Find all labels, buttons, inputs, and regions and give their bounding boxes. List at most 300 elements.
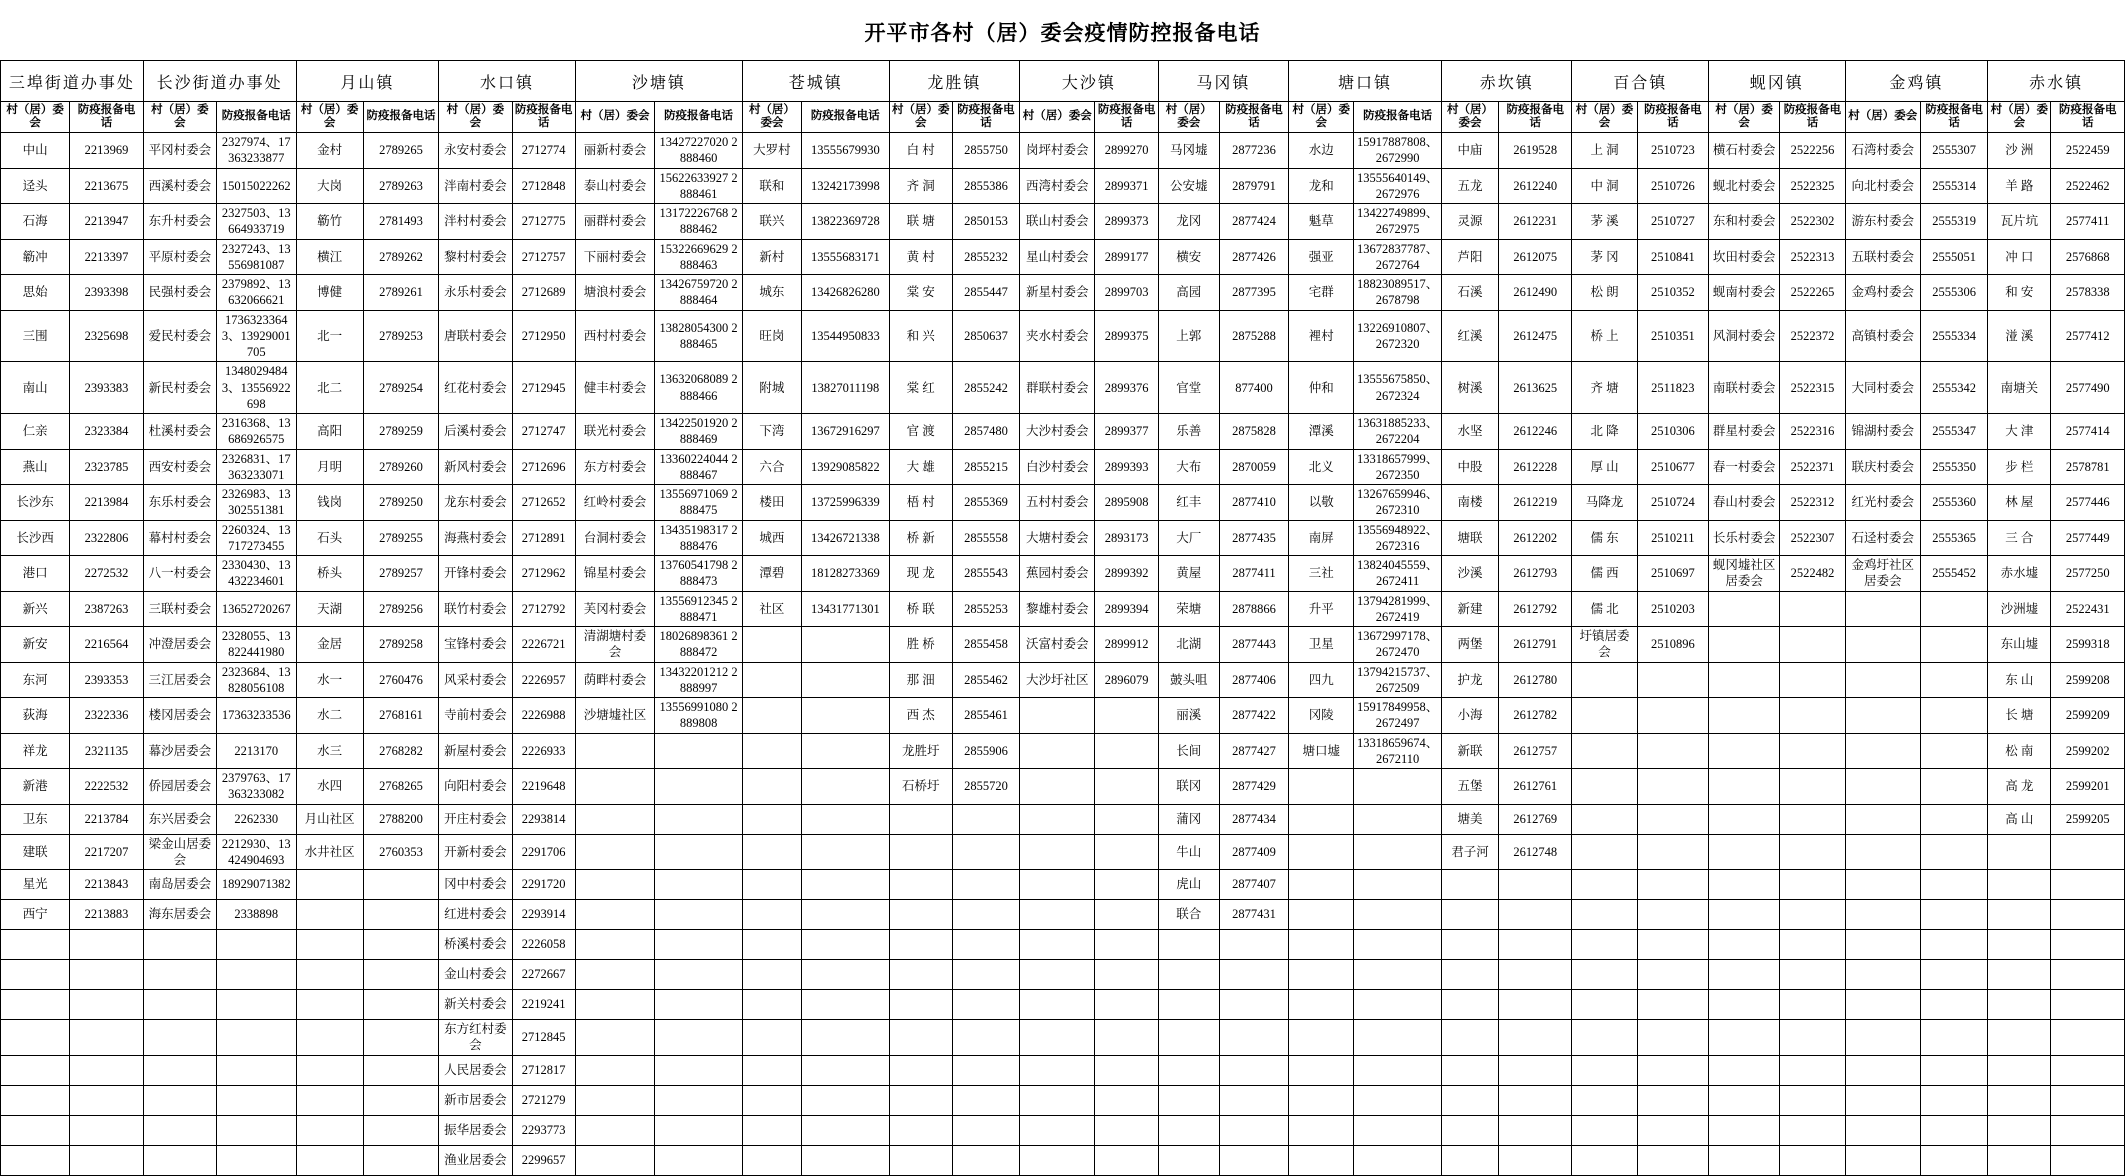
- village-cell: 附城: [742, 362, 801, 414]
- phone-cell: 2327974、17363233877: [217, 133, 297, 169]
- village-cell: 和 安: [1988, 275, 2051, 311]
- town-group-header-2: 月山镇: [296, 61, 439, 102]
- village-column-header: 村（居）委会: [296, 102, 363, 133]
- village-cell: [1988, 960, 2051, 990]
- village-cell: 坎田村委会: [1709, 239, 1780, 275]
- village-cell: 旺岗: [742, 310, 801, 362]
- phone-cell: 13426759720 2888464: [655, 275, 743, 311]
- phone-cell: [1920, 662, 1987, 698]
- phone-cell: [2051, 930, 2125, 960]
- village-cell: [1289, 900, 1354, 930]
- phone-cell: [1637, 900, 1708, 930]
- phone-cell: [1354, 1115, 1442, 1145]
- phone-cell: [1499, 1145, 1572, 1175]
- village-cell: 丽新村委会: [575, 133, 654, 169]
- village-cell: 簕冲: [1, 239, 70, 275]
- village-cell: [575, 870, 654, 900]
- phone-cell: 2323684、13828056108: [217, 662, 297, 698]
- village-cell: 东方村委会: [575, 449, 654, 485]
- village-cell: 钱岗: [296, 485, 363, 521]
- village-cell: 唐联村委会: [439, 310, 512, 362]
- village-cell: [1709, 591, 1780, 627]
- phone-cell: 13556912345 2888471: [655, 591, 743, 627]
- phone-cell: 13360224044 2888467: [655, 449, 743, 485]
- phone-cell: 2612793: [1499, 556, 1572, 592]
- phone-cell: [801, 1145, 889, 1175]
- phone-cell: [1354, 804, 1442, 834]
- village-cell: 马冈墟: [1158, 133, 1219, 169]
- village-cell: 长乐村委会: [1709, 520, 1780, 556]
- phone-cell: 13435198317 2888476: [655, 520, 743, 556]
- phone-cell: [1637, 698, 1708, 734]
- village-cell: 海东居委会: [143, 900, 216, 930]
- phone-cell: [801, 627, 889, 663]
- phone-cell: 2712950: [512, 310, 575, 362]
- phone-cell: [1920, 834, 1987, 870]
- village-cell: 西湾村委会: [1020, 168, 1095, 204]
- phone-cell: 2712696: [512, 449, 575, 485]
- phone-cell: [952, 834, 1019, 870]
- village-cell: 西安村委会: [143, 449, 216, 485]
- village-cell: [1845, 900, 1920, 930]
- phone-cell: [1920, 804, 1987, 834]
- village-cell: 民强村委会: [143, 275, 216, 311]
- phone-cell: 2555347: [1920, 414, 1987, 450]
- phone-cell: [363, 1145, 438, 1175]
- village-cell: 港口: [1, 556, 70, 592]
- phone-cell: 2855386: [952, 168, 1019, 204]
- village-cell: 北一: [296, 310, 363, 362]
- phone-cell: 2577446: [2051, 485, 2125, 521]
- village-cell: 思始: [1, 275, 70, 311]
- phone-cell: 13422501920 2888469: [655, 414, 743, 450]
- phone-cell: [655, 1020, 743, 1056]
- village-cell: [143, 1145, 216, 1175]
- phone-cell: [1095, 698, 1158, 734]
- phone-cell: 13432201212 2888997: [655, 662, 743, 698]
- village-cell: [1442, 1115, 1499, 1145]
- table-row: [1, 990, 2125, 1020]
- phone-cell: 2789260: [363, 449, 438, 485]
- phone-cell: 13480294843、13556922698: [217, 362, 297, 414]
- village-cell: [1572, 698, 1637, 734]
- phone-cell: [1095, 1145, 1158, 1175]
- village-cell: 后溪村委会: [439, 414, 512, 450]
- phone-cell: 2712845: [512, 1020, 575, 1056]
- phone-cell: 2612228: [1499, 449, 1572, 485]
- phone-column-header: 防疫报备电话: [512, 102, 575, 133]
- phone-cell: [2051, 900, 2125, 930]
- phone-cell: 2522313: [1780, 239, 1845, 275]
- village-cell: [296, 960, 363, 990]
- phone-cell: [70, 960, 143, 990]
- village-cell: 高阳: [296, 414, 363, 450]
- village-cell: 星光: [1, 870, 70, 900]
- village-cell: 新联: [1442, 733, 1499, 769]
- phone-cell: 2522302: [1780, 204, 1845, 240]
- phone-cell: 13794281999、2672419: [1354, 591, 1442, 627]
- phone-cell: 2599209: [2051, 698, 2125, 734]
- village-cell: 沃富村委会: [1020, 627, 1095, 663]
- village-cell: [889, 1085, 952, 1115]
- phone-cell: 2789256: [363, 591, 438, 627]
- phone-cell: 2330430、13432234601: [217, 556, 297, 592]
- village-cell: [742, 769, 801, 805]
- phone-cell: 2299657: [512, 1145, 575, 1175]
- village-cell: 高镇村委会: [1845, 310, 1920, 362]
- phone-cell: 2213969: [70, 133, 143, 169]
- phone-cell: 2789253: [363, 310, 438, 362]
- village-cell: 大沙圩社区: [1020, 662, 1095, 698]
- phone-cell: [801, 834, 889, 870]
- phone-cell: 2219241: [512, 990, 575, 1020]
- village-cell: 大塘村委会: [1020, 520, 1095, 556]
- village-cell: 岗坪村委会: [1020, 133, 1095, 169]
- phone-cell: 17363233643、13929001705: [217, 310, 297, 362]
- village-cell: [1709, 870, 1780, 900]
- phone-cell: 2612791: [1499, 627, 1572, 663]
- village-cell: 东升村委会: [143, 204, 216, 240]
- phone-cell: 13672997178、2672470: [1354, 627, 1442, 663]
- phone-cell: 13544950833: [801, 310, 889, 362]
- phone-cell: 2226988: [512, 698, 575, 734]
- phone-cell: 18128273369: [801, 556, 889, 592]
- village-cell: 石迳村委会: [1845, 520, 1920, 556]
- village-cell: 联和: [742, 168, 801, 204]
- phone-cell: [1354, 990, 1442, 1020]
- village-cell: 泰山村委会: [575, 168, 654, 204]
- phone-cell: 2612240: [1499, 168, 1572, 204]
- phone-cell: [70, 1055, 143, 1085]
- village-cell: 渔业居委会: [439, 1145, 512, 1175]
- phone-cell: [1920, 900, 1987, 930]
- village-cell: [1845, 990, 1920, 1020]
- phone-cell: [1095, 769, 1158, 805]
- village-cell: 五堡: [1442, 769, 1499, 805]
- phone-cell: 2326983、13302551381: [217, 485, 297, 521]
- village-cell: [1, 990, 70, 1020]
- phone-cell: 15622633927 2888461: [655, 168, 743, 204]
- town-group-header-10: 赤坎镇: [1442, 61, 1572, 102]
- phone-cell: 13555683171: [801, 239, 889, 275]
- phone-cell: 2899392: [1095, 556, 1158, 592]
- village-cell: 大 津: [1988, 414, 2051, 450]
- phone-cell: 2712747: [512, 414, 575, 450]
- village-column-header: 村（居）委会: [889, 102, 952, 133]
- phone-cell: [1780, 1085, 1845, 1115]
- table-row: [1, 930, 2125, 960]
- village-cell: 石溪: [1442, 275, 1499, 311]
- phone-cell: [1095, 834, 1158, 870]
- phone-cell: [801, 930, 889, 960]
- phone-cell: [1780, 733, 1845, 769]
- phone-cell: [1780, 627, 1845, 663]
- phone-cell: 2877443: [1219, 627, 1288, 663]
- phone-cell: [1095, 930, 1158, 960]
- phone-cell: [1637, 1085, 1708, 1115]
- phone-cell: [801, 733, 889, 769]
- phone-cell: [801, 698, 889, 734]
- village-cell: [742, 662, 801, 698]
- village-column-header: 村（居）委会: [1845, 102, 1920, 133]
- phone-cell: 13794215737、2672509: [1354, 662, 1442, 698]
- phone-cell: [1637, 834, 1708, 870]
- phone-cell: [1637, 1020, 1708, 1056]
- phone-cell: [1219, 960, 1288, 990]
- village-cell: [1442, 1055, 1499, 1085]
- village-cell: [1289, 990, 1354, 1020]
- phone-cell: 2387263: [70, 591, 143, 627]
- phone-cell: [1499, 1055, 1572, 1085]
- phone-cell: [1354, 769, 1442, 805]
- phone-cell: [1637, 662, 1708, 698]
- village-cell: [1572, 1020, 1637, 1056]
- village-cell: [1709, 960, 1780, 990]
- village-cell: 圩镇居委会: [1572, 627, 1637, 663]
- village-cell: 金鸡村委会: [1845, 275, 1920, 311]
- phone-cell: [655, 1115, 743, 1145]
- phone-cell: [217, 990, 297, 1020]
- village-cell: [1572, 960, 1637, 990]
- phone-cell: 2789262: [363, 239, 438, 275]
- phone-cell: 2226058: [512, 930, 575, 960]
- village-cell: 下湾: [742, 414, 801, 450]
- phone-cell: 2379892、13632066621: [217, 275, 297, 311]
- phone-cell: 2855720: [952, 769, 1019, 805]
- village-cell: 新星村委会: [1020, 275, 1095, 311]
- village-cell: [742, 834, 801, 870]
- phone-cell: 2875828: [1219, 414, 1288, 450]
- phone-cell: 13555675850、2672324: [1354, 362, 1442, 414]
- village-cell: 仲和: [1289, 362, 1354, 414]
- village-cell: [1572, 834, 1637, 870]
- village-cell: [1289, 1055, 1354, 1085]
- phone-cell: [952, 930, 1019, 960]
- village-cell: 红溪: [1442, 310, 1499, 362]
- phone-cell: 2712774: [512, 133, 575, 169]
- phone-cell: 2323785: [70, 449, 143, 485]
- village-cell: 南山: [1, 362, 70, 414]
- phone-cell: 2510726: [1637, 168, 1708, 204]
- village-cell: [1020, 1115, 1095, 1145]
- village-cell: [575, 960, 654, 990]
- phone-cell: 2578781: [2051, 449, 2125, 485]
- village-cell: 官堂: [1158, 362, 1219, 414]
- phone-cell: [1095, 990, 1158, 1020]
- village-column-header: 村（居）委会: [439, 102, 512, 133]
- phone-cell: 15015022262: [217, 168, 297, 204]
- village-cell: [1289, 1020, 1354, 1056]
- village-cell: 黄屋: [1158, 556, 1219, 592]
- phone-cell: [1637, 960, 1708, 990]
- village-cell: 南楼: [1442, 485, 1499, 521]
- phone-cell: 2899393: [1095, 449, 1158, 485]
- village-cell: 春一村委会: [1709, 449, 1780, 485]
- village-cell: 桥 上: [1572, 310, 1637, 362]
- village-cell: [575, 1145, 654, 1175]
- village-cell: 沙溪: [1442, 556, 1499, 592]
- phone-cell: 2877236: [1219, 133, 1288, 169]
- village-cell: 冲澄居委会: [143, 627, 216, 663]
- village-cell: [1289, 804, 1354, 834]
- phone-cell: [1920, 591, 1987, 627]
- village-cell: [1158, 930, 1219, 960]
- village-cell: 黄 村: [889, 239, 952, 275]
- village-cell: [143, 1055, 216, 1085]
- phone-cell: 13556948922、2672316: [1354, 520, 1442, 556]
- phone-cell: 2789254: [363, 362, 438, 414]
- phone-cell: 2855461: [952, 698, 1019, 734]
- village-cell: 中 洞: [1572, 168, 1637, 204]
- village-column-header: 村（居）委会: [1709, 102, 1780, 133]
- phone-cell: [363, 1055, 438, 1085]
- village-cell: [296, 1055, 363, 1085]
- village-cell: 三社: [1289, 556, 1354, 592]
- town-group-header-13: 金鸡镇: [1845, 61, 1988, 102]
- phone-cell: [1780, 1055, 1845, 1085]
- village-cell: 黎雄村委会: [1020, 591, 1095, 627]
- village-cell: [1020, 1145, 1095, 1175]
- village-cell: 大同村委会: [1845, 362, 1920, 414]
- phone-cell: 2522307: [1780, 520, 1845, 556]
- village-cell: [1442, 870, 1499, 900]
- phone-cell: [1354, 960, 1442, 990]
- village-cell: 联兴: [742, 204, 801, 240]
- village-cell: [143, 1020, 216, 1056]
- phone-cell: [1637, 769, 1708, 805]
- village-cell: 新风村委会: [439, 449, 512, 485]
- phone-cell: [1354, 1145, 1442, 1175]
- village-cell: 开新村委会: [439, 834, 512, 870]
- phone-cell: 2555306: [1920, 275, 1987, 311]
- phone-cell: [952, 804, 1019, 834]
- phone-cell: 13426826280: [801, 275, 889, 311]
- village-cell: 联光村委会: [575, 414, 654, 450]
- phone-cell: [2051, 1020, 2125, 1056]
- village-cell: 中股: [1442, 449, 1499, 485]
- village-cell: 新村: [742, 239, 801, 275]
- phone-cell: 2781493: [363, 204, 438, 240]
- village-cell: 水二: [296, 698, 363, 734]
- phone-cell: 2612202: [1499, 520, 1572, 556]
- phone-cell: 13172226768 2888462: [655, 204, 743, 240]
- village-cell: [1020, 769, 1095, 805]
- village-cell: 卫东: [1, 804, 70, 834]
- village-cell: 长沙东: [1, 485, 70, 521]
- village-cell: [1, 1145, 70, 1175]
- phone-cell: 2577414: [2051, 414, 2125, 450]
- phone-cell: [1095, 733, 1158, 769]
- town-group-header-4: 沙塘镇: [575, 61, 742, 102]
- town-group-header-8: 马冈镇: [1158, 61, 1288, 102]
- village-cell: 长 塘: [1988, 698, 2051, 734]
- phone-cell: [801, 900, 889, 930]
- phone-cell: 2612475: [1499, 310, 1572, 362]
- village-cell: 平冈村委会: [143, 133, 216, 169]
- phone-cell: 2328055、13822441980: [217, 627, 297, 663]
- village-cell: [1442, 900, 1499, 930]
- village-cell: [1, 960, 70, 990]
- phone-cell: [952, 960, 1019, 990]
- phone-cell: [655, 1145, 743, 1175]
- phone-cell: [1354, 930, 1442, 960]
- phone-cell: 2855369: [952, 485, 1019, 521]
- village-cell: 向阳村委会: [439, 769, 512, 805]
- village-cell: 龙和: [1289, 168, 1354, 204]
- phone-cell: 2612075: [1499, 239, 1572, 275]
- village-cell: 中山: [1, 133, 70, 169]
- village-cell: 石桥圩: [889, 769, 952, 805]
- phone-column-header: 防疫报备电话: [70, 102, 143, 133]
- phone-cell: [1920, 870, 1987, 900]
- phone-cell: [217, 930, 297, 960]
- village-cell: [742, 1145, 801, 1175]
- phone-cell: 2217207: [70, 834, 143, 870]
- phone-cell: [217, 1115, 297, 1145]
- phone-cell: 2555307: [1920, 133, 1987, 169]
- phone-cell: 15917849958、2672497: [1354, 698, 1442, 734]
- phone-cell: 2768265: [363, 769, 438, 805]
- village-cell: 幕沙居委会: [143, 733, 216, 769]
- village-cell: [1709, 834, 1780, 870]
- village-cell: [1020, 834, 1095, 870]
- phone-cell: [655, 960, 743, 990]
- phone-cell: 2712962: [512, 556, 575, 592]
- phone-cell: 2216564: [70, 627, 143, 663]
- village-cell: 水一: [296, 662, 363, 698]
- village-cell: 棠 安: [889, 275, 952, 311]
- village-cell: [1709, 990, 1780, 1020]
- village-cell: 那 沺: [889, 662, 952, 698]
- phone-cell: 18929071382: [217, 870, 297, 900]
- phone-cell: 2612231: [1499, 204, 1572, 240]
- village-cell: [1845, 1145, 1920, 1175]
- phone-cell: 2789255: [363, 520, 438, 556]
- table-row: [1, 834, 2125, 870]
- phone-cell: 2510727: [1637, 204, 1708, 240]
- village-cell: 红花村委会: [439, 362, 512, 414]
- phone-cell: 2510677: [1637, 449, 1708, 485]
- phone-cell: [1780, 960, 1845, 990]
- village-cell: [1572, 990, 1637, 1020]
- village-cell: [1289, 930, 1354, 960]
- village-cell: 和 兴: [889, 310, 952, 362]
- village-cell: 泮南村委会: [439, 168, 512, 204]
- phone-cell: 2877427: [1219, 733, 1288, 769]
- phone-cell: 2393383: [70, 362, 143, 414]
- phone-cell: 2899376: [1095, 362, 1158, 414]
- village-cell: 社区: [742, 591, 801, 627]
- village-cell: [1845, 627, 1920, 663]
- town-group-header-11: 百合镇: [1572, 61, 1709, 102]
- village-cell: 联 塘: [889, 204, 952, 240]
- village-cell: 以敬: [1289, 485, 1354, 521]
- village-cell: 横石村委会: [1709, 133, 1780, 169]
- phone-cell: 2855906: [952, 733, 1019, 769]
- phone-cell: [1219, 1085, 1288, 1115]
- village-cell: 卫星: [1289, 627, 1354, 663]
- village-cell: 金居: [296, 627, 363, 663]
- village-cell: [575, 930, 654, 960]
- village-cell: 北义: [1289, 449, 1354, 485]
- village-cell: [1158, 1055, 1219, 1085]
- phone-cell: 2293914: [512, 900, 575, 930]
- phone-cell: 13929085822: [801, 449, 889, 485]
- village-cell: 新兴: [1, 591, 70, 627]
- village-cell: 东山墟: [1988, 627, 2051, 663]
- phone-cell: 2555452: [1920, 556, 1987, 592]
- village-cell: 风洞村委会: [1709, 310, 1780, 362]
